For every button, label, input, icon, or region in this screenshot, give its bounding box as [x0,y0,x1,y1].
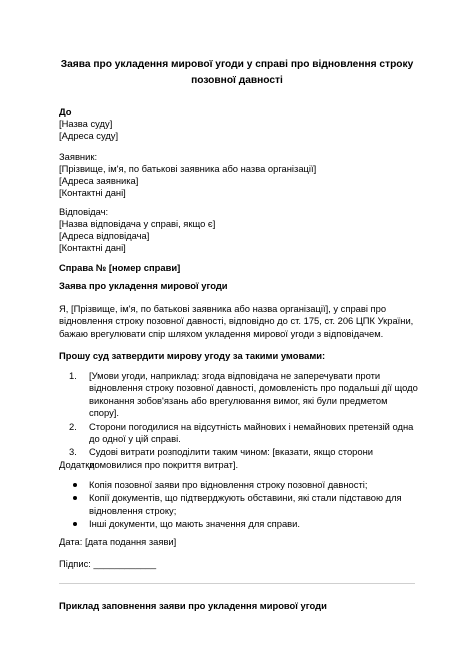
condition-text: Сторони погодилися на відсутність майнових і немайнових претензій одна до одної у цій справі. [89,420,414,445]
court-address: [Адреса суду] [59,130,119,141]
addressee-block [59,106,118,142]
respondent-block [59,206,215,254]
example-heading: Приклад заповнення заяви про укладення мирової угоди [59,600,327,611]
applicant-address: [Адреса заявника] [59,175,139,186]
list-number: 3. [69,446,77,458]
respondent-label: Відповідач: [59,206,109,217]
court-name: [Назва суду] [59,118,113,129]
to-heading: До [59,106,72,117]
condition-text: Судові витрати розподілити таким чином: [вказати, якщо сторони домовилися про покриття витрат]. [89,446,374,470]
list-item [59,370,419,420]
conditions-list [59,370,419,472]
applicant-block [59,151,316,199]
attachments-list [59,479,419,532]
date-line: Дата: [дата подання заяви] [59,536,177,547]
attachment-text: Інші документи, що мають значення для справи. [89,518,300,530]
section-divider [59,583,415,584]
condition-text: [Умови угоди, наприклад: згода відповідача не заперечувати проти відновлення строку позовної давності, домовленість про подальші дії щодо виконання зобов'язань або врегулювання вимог, які були предметом спору]. [89,370,418,419]
list-item [59,446,419,471]
document-title: Заява про укладення мирової угоди у справі про відновлення строку позовної давності [60,59,414,86]
bullet-icon [73,483,77,487]
applicant-contacts: [Контактні дані] [59,187,126,198]
case-number: Справа № [номер справи] [59,262,181,273]
applicant-label: Заявник: [59,151,98,162]
list-number: 1. [69,370,77,381]
respondent-contacts: [Контактні дані] [59,242,126,253]
bullet-icon [73,522,77,526]
bullet-icon [73,496,77,500]
list-item [59,518,419,530]
list-item [59,421,419,446]
applicant-name: [Прізвище, ім'я, по батькові заявника або назва організації] [59,163,317,174]
list-item [59,492,419,517]
attachment-text: Копії документів, що підтверджують обставини, які стали підставою для відновлення строку; [89,492,402,516]
request-heading: Прошу суд затвердити мирову угоду за такими умовами: [59,350,326,361]
body-paragraph: Я, [Прізвище, ім'я, по батькові заявника або назва організації], у справі про відновлення строку позовної давності, відповідно до ст. 175, ст. 206 ЦПК України, бажаю врегулювати спір шляхом укладення мирової угоди з відповідачем. [59,303,414,339]
signature-line: Підпис: ____________ [59,558,157,569]
attachment-text: Копія позовної заяви про відновлення строку позовної давності; [89,479,368,490]
list-number: 2. [69,420,77,432]
list-item [59,479,419,491]
attachments-label: Додатки: [59,459,98,470]
document-subject: Заява про укладення мирової угоди [59,280,228,291]
respondent-name: [Назва відповідача у справі, якщо є] [59,218,216,229]
respondent-address: [Адреса відповідача] [59,230,150,241]
